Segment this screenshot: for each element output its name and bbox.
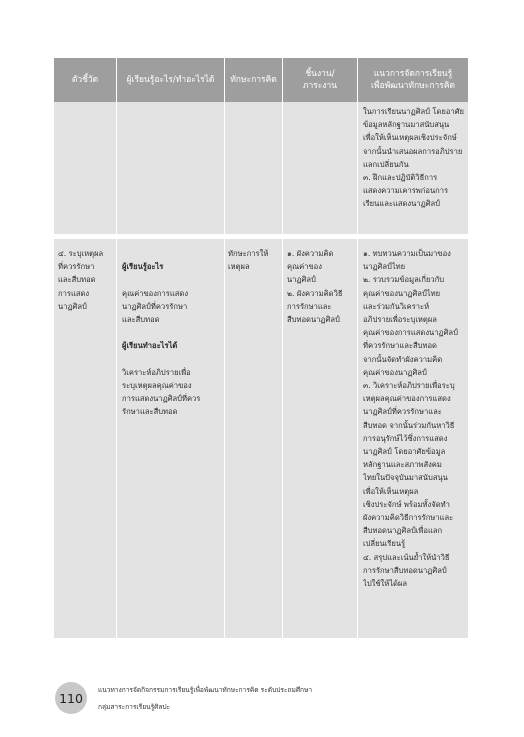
footer-title: แนวทางการจัดกิจกรรมการเรียนรู้เพื่อพัฒนาทักษะการคิด ระดับประถมศึกษา: [98, 686, 313, 694]
header-activity: แนวการจัดการเรียนรู้ เพื่อพัฒนาทักษะการคิด: [370, 69, 456, 91]
header-workpiece: ชิ้นงาน/ ภาระงาน: [302, 69, 338, 91]
column-divider: [224, 58, 225, 638]
row1-activity: ในการเรียนนาฏศิลป์ โดยอาศัย ข้อมูลหลักฐานมาสนับสนุน เพื่อให้เห็นเหตุผลเชิงประจักษ์ จากนั้นนำเสนอผลการอภิปราย แลกเปลี่ยนกัน ๓. ฝึกและปฏิบัติวิธีการ แสดงความเคารพก่อนการ เรียนและแสดงนาฏศิลป์: [363, 107, 464, 209]
curriculum-table: [54, 58, 468, 638]
do-body: วิเคราะห์อภิปรายเพื่อ ระบุเหตุผลคุณค่าของ การแสดงนาฏศิลป์ที่ควร รักษาและสืบทอด: [122, 367, 201, 417]
footer-subtitle: กลุ่มสาระการเรียนรู้ศิลปะ: [98, 703, 171, 711]
page-number: 110: [55, 682, 87, 714]
know-body: คุณค่าของการแสดง นาฏศิลป์ที่ควรรักษา และสืบทอด: [122, 288, 189, 325]
row-divider: [54, 234, 468, 239]
know-title: ผู้เรียนรู้อะไร: [122, 262, 164, 272]
do-title: ผู้เรียนทำอะไรได้: [122, 341, 178, 351]
row2-activity: ๑. ทบทวนความเป็นมาของ นาฏศิลป์ไทย ๒. รวบรวมข้อมูลเกี่ยวกับ คุณค่าของนาฏศิลป์ไทย และร่วมกันวิเคราะห์ อภิปรายเพื่อระบุเหตุผล คุณค่าของการแสดงนาฏศิลป์ ที่ควรรักษาและสืบทอด จากนั้นจัดทำผังความคิด คุณค่าของนาฏศิลป์ ๓. วิเคราะห์อภิปรายเพื่อระบุ เหตุผลคุณค่าของการแสดง นาฏศิลป์ที่ควรรักษาและ สืบทอด จากนั้นร่วมกันหาวิธี การอนุรักษ์ไว้ซึ่งการแสดง นาฏศิลป์ โดยอาศัยข้อมูล หลักฐานและสภาพสังคม ไทยในปัจจุบันมาสนับสนุน เพื่อให้เห็นเหตุผล เชิงประจักษ์ พร้อมทั้งจัดทำ ผังความคิดวิธีการรักษาและ สืบทอดนาฏศิลป์เพื่อแลก เปลี่ยนเรียนรู้ ๔. สรุปและเน้นย้ำให้นำวิธี การรักษาสืบทอดนาฏศิลป์ ไปใช้ให้ได้ผล: [363, 249, 458, 589]
column-divider: [357, 58, 358, 638]
header-thinking-skill: ทักษะการคิด: [230, 75, 277, 85]
row2-workpiece: ๑. ผังความคิด คุณค่าของ นาฏศิลป์ ๒. ผังความคิดวิธี การรักษาและ สืบทอดนาฏศิลป์: [287, 249, 343, 325]
row2-indicator: ๔. ระบุเหตุผล ที่ควรรักษา และสืบทอด การแสดง นาฏศิลป์: [58, 249, 104, 311]
column-divider: [282, 58, 283, 638]
row2-learning: [122, 247, 222, 432]
header-learning: ผู้เรียนรู้อะไร/ทำอะไรได้: [126, 75, 215, 85]
header-indicator: ตัวชี้วัด: [71, 75, 99, 85]
column-divider: [116, 58, 117, 638]
row2-skill: ทักษะการให้ เหตุผล: [228, 249, 269, 272]
